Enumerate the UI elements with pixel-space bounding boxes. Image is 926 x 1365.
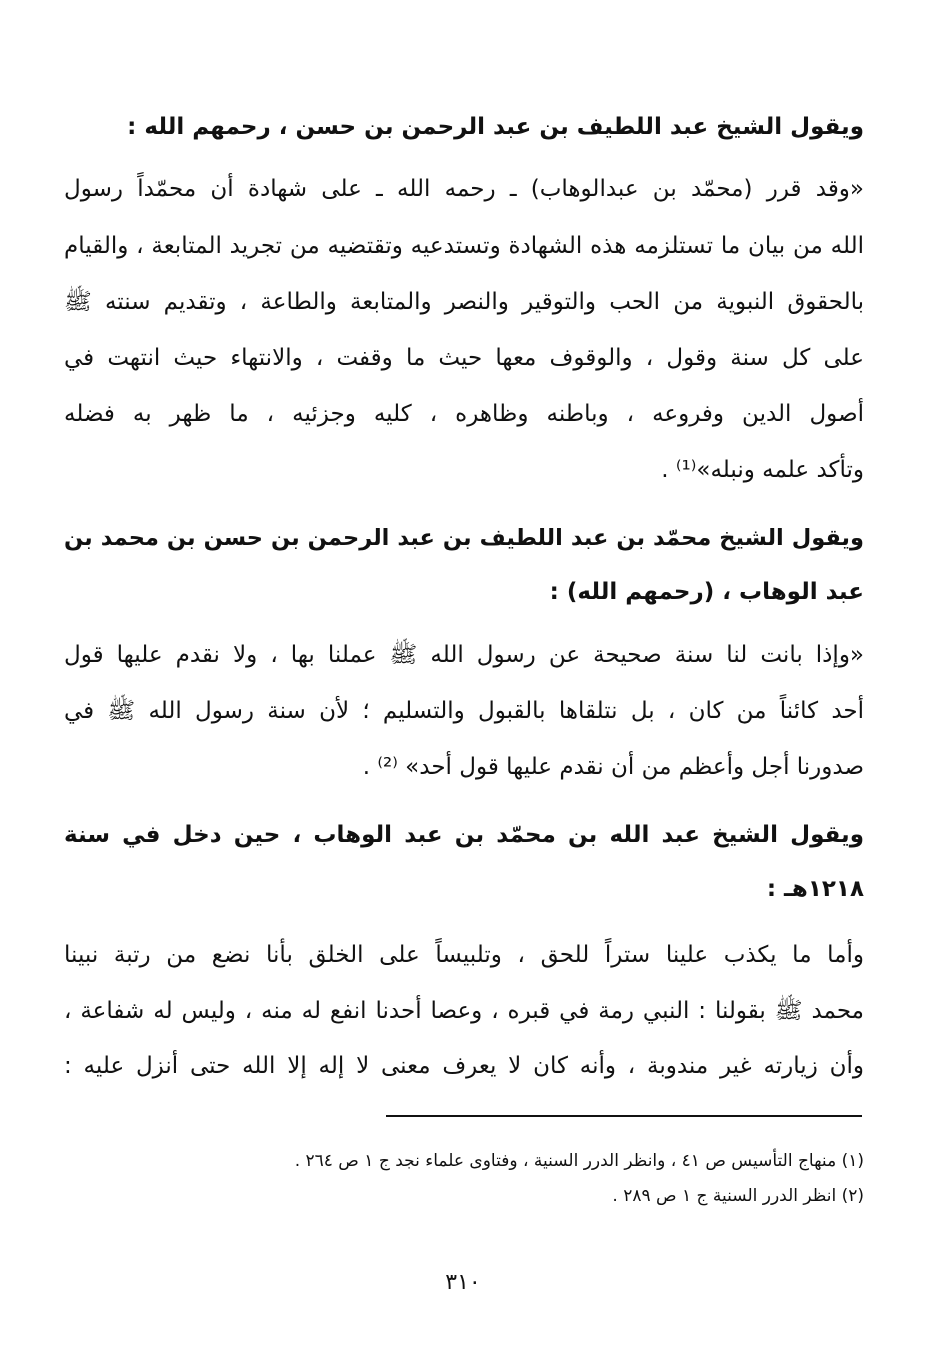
quote-line: أصول الدين وفروعه ، وباطنه وظاهره ، كليه وجزئيه ، ما ظهر به فضله <box>64 401 864 427</box>
quote-line: على كل سنة وقول ، والوقوف معها حيث ما وقفت ، والانتهاء حيث انتهت في <box>64 345 864 371</box>
footnote-separator <box>386 1115 862 1117</box>
section-heading: ويقول الشيخ محمّد بن عبد اللطيف بن عبد الرحمن بن حسن بن محمد بن <box>64 525 864 551</box>
paragraph-line: محمد ﷺ بقولنا : النبي رمة في قبره ، وعصا أحدنا انفع له منه ، وليس له شفاعة ، <box>64 998 864 1024</box>
quote-line: الله من بيان ما تستلزمه هذه الشهادة وتستدعيه وتقتضيه من تجريد المتابعة ، والقيام <box>64 233 864 259</box>
footnote: (١) منهاج التأسيس ص ٤١ ، وانظر الدرر السنية ، وفتاوى علماء نجد ج ١ ص ٢٦٤ . <box>294 1151 864 1171</box>
paragraph-line: وأن زيارته غير مندوبة ، وأنه كان لا يعرف معنى لا إله إلا الله حتى أنزل عليه : <box>64 1053 864 1079</box>
quote-line: «وقد قرر (محمّد بن عبدالوهاب) ـ رحمه الله ـ على شهادة أن محمّداً رسول <box>64 176 864 202</box>
quote-line: بالحقوق النبوية من الحب والتوقير والنصر والمتابعة والطاعة ، وتقديم سنته ﷺ <box>64 289 864 315</box>
paragraph-line: وأما ما يكذب علينا ستراً للحق ، وتلبيساً على الخلق بأنا نضع من رتبة نبينا <box>64 942 864 968</box>
quote-line: أحد كائناً من كان ، بل نتلقاها بالقبول والتسليم ؛ لأن سنة رسول الله ﷺ في <box>64 698 864 724</box>
section-heading: عبد الوهاب ، (رحمهم الله) : <box>549 579 864 605</box>
section-heading: ويقول الشيخ عبد الله بن محمّد بن عبد الوهاب ، حين دخل في سنة <box>64 822 864 848</box>
footnote: (٢) انظر الدرر السنية ج ١ ص ٢٨٩ . <box>612 1186 864 1206</box>
page-number: ٣١٠ <box>445 1270 481 1295</box>
section-heading: ١٢١٨هـ : <box>766 876 864 902</box>
section-heading: ويقول الشيخ عبد اللطيف بن عبد الرحمن بن حسن ، رحمهم الله : <box>127 114 864 140</box>
quote-line: صدورنا أجل وأعظم من أن نقدم عليها قول أحد» ⁽²⁾ . <box>362 754 864 780</box>
quote-line: «وإذا بانت لنا سنة صحيحة عن رسول الله ﷺ عملنا بها ، ولا نقدم عليها قول <box>64 642 864 668</box>
quote-line: وتأكد علمه ونبله»⁽¹⁾ . <box>661 457 864 483</box>
